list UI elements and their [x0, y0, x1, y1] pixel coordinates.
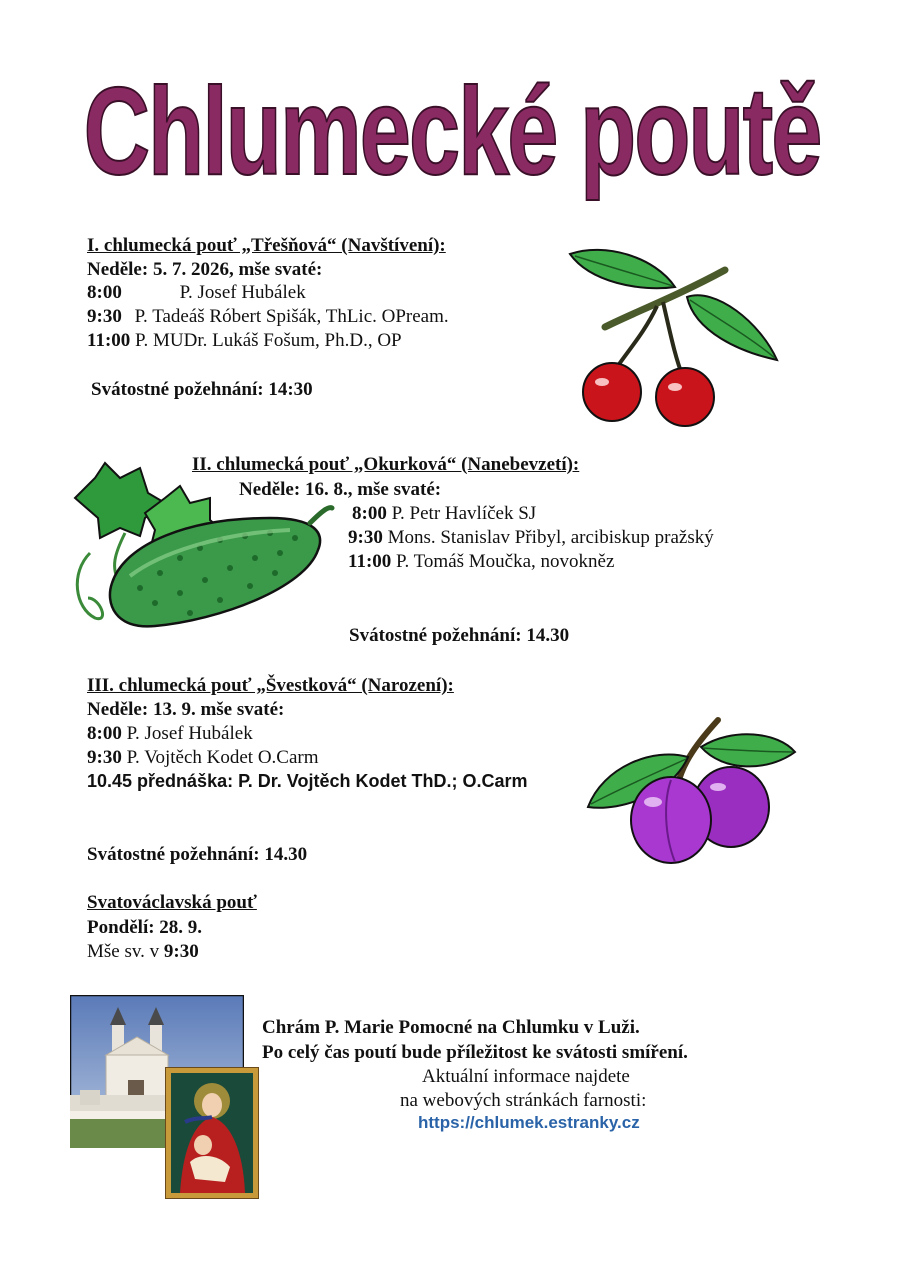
mass-time: 9:30 — [87, 747, 122, 768]
pilgrimage3-date: Neděle: 13. 9. mše svaté: — [87, 699, 285, 720]
wenceslas-heading: Svatováclavská pouť — [87, 892, 257, 913]
footer-info-2: na webových stránkách farnosti: — [400, 1090, 647, 1111]
pilgrimage3-mass-2 — [87, 748, 319, 767]
pilgrimage1-heading: I. chlumecká pouť „Třešňová“ (Navštívení): — [87, 235, 446, 256]
footer-church: Chrám P. Marie Pomocné na Chlumku v Luži. — [262, 1017, 640, 1038]
mass-time: 11:00 — [348, 551, 392, 572]
cherries-icon — [565, 242, 785, 427]
pilgrimage2-mass-2 — [348, 528, 714, 547]
mass-celebrant: P. Tomáš Moučka, novokněz — [396, 551, 615, 572]
pilgrimage2-mass-1 — [352, 504, 536, 523]
mass-time: 8:00 — [87, 282, 122, 303]
plums-icon — [583, 712, 798, 867]
pilgrimage1-blessing: Svátostné požehnání: 14:30 — [91, 379, 313, 400]
footer-info-1: Aktuální informace najdete — [422, 1066, 630, 1087]
pilgrimage1-mass-3 — [87, 331, 402, 350]
pilgrimage2-date: Neděle: 16. 8., mše svaté: — [239, 479, 442, 500]
pilgrimage3-blessing: Svátostné požehnání: 14.30 — [87, 844, 308, 865]
footer-confession: Po celý čas poutí bude příležitost ke svátosti smíření. — [262, 1042, 688, 1063]
mass-celebrant: P. Josef Hubálek — [179, 282, 306, 303]
page-title: Chlumecké poutě — [83, 63, 821, 201]
wenceslas-date: Pondělí: 28. 9. — [87, 917, 203, 938]
mass-celebrant: P. Vojtěch Kodet O.Carm — [126, 747, 319, 768]
mass-time: 11:00 — [87, 330, 131, 351]
pilgrimage3-lecture: 10.45 přednáška: P. Dr. Vojtěch Kodet ThD.; O.Carm — [87, 771, 528, 791]
mass-celebrant: P. Petr Havlíček SJ — [391, 503, 537, 524]
pilgrimage1-mass-1 — [87, 282, 306, 303]
mass-celebrant: Mons. Stanislav Přibyl, arcibiskup pražský — [387, 527, 714, 548]
mass-celebrant: P. MUDr. Lukáš Fošum, Ph.D., OP — [135, 330, 402, 351]
wenceslas-mass — [87, 942, 199, 961]
pilgrimage2-blessing: Svátostné požehnání: 14.30 — [349, 625, 570, 646]
mass-celebrant: P. Josef Hubálek — [126, 723, 253, 744]
pilgrimage3-mass-1 — [87, 724, 253, 743]
cucumber-icon — [70, 458, 338, 628]
mass-time: 9:30 — [87, 306, 122, 327]
mass-time: 9:30 — [163, 941, 199, 962]
mass-time: 8:00 — [352, 503, 387, 524]
pilgrimage2-heading: II. chlumecká pouť „Okurková“ (Nanebevzetí): — [192, 454, 580, 475]
madonna-painting — [165, 1067, 259, 1199]
mass-prefix: Mše sv. v — [87, 941, 164, 962]
pilgrimage2-mass-3 — [348, 552, 614, 571]
mass-celebrant: P. Tadeáš Róbert Spišák, ThLic. OPream. — [134, 306, 449, 327]
mass-time: 8:00 — [87, 723, 122, 744]
pilgrimage1-mass-2 — [87, 307, 449, 326]
pilgrimage3-heading: III. chlumecká pouť „Švestková“ (Narození): — [87, 675, 454, 696]
parish-website-link[interactable]: https://chlumek.estranky.cz — [418, 1113, 640, 1132]
mass-time: 9:30 — [348, 527, 383, 548]
pilgrimage1-date: Neděle: 5. 7. 2026, mše svaté: — [87, 259, 323, 280]
